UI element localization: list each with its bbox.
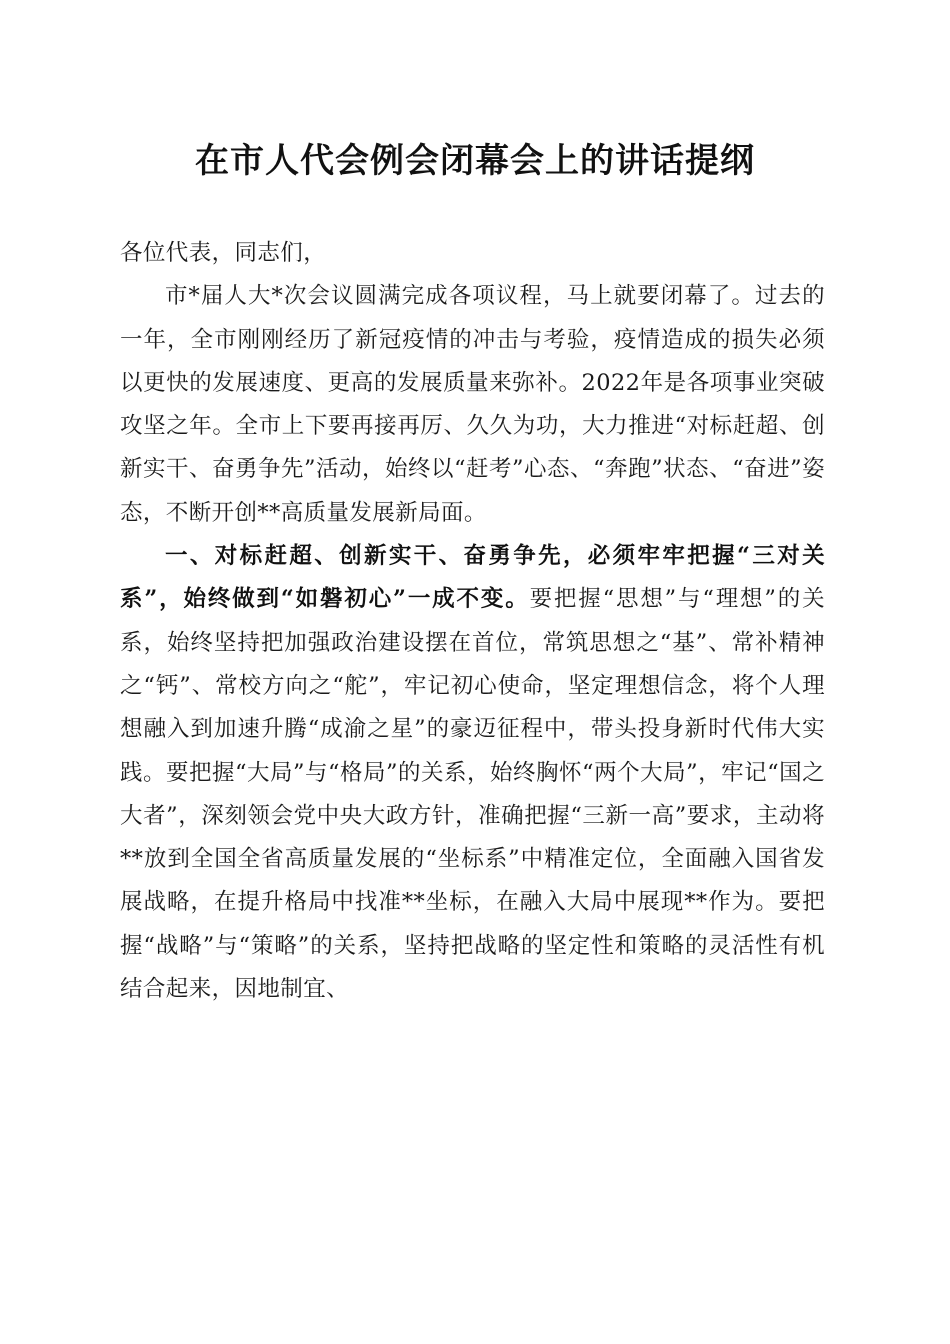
document-title: 在市人代会例会闭幕会上的讲话提纲 [195,141,755,181]
paragraph-section-1 [120,535,825,1011]
document-body [120,232,825,1011]
section-text: 要把握“思想”与“理想”的关系，始终坚持把加强政治建设摆在首位，常筑思想之“基”、常补精神之“钙”、常校方向之“舵”，牢记初心使命，坚定理想信念，将个人理想融入到加速升腾“成渝之星”的豪迈征程中，带头投身新时代伟大实践。要把握“大局”与“格局”的关系，始终胸怀“两个大局”，牢记“国之大者”，深刻领会党中央大政方针，准确把握“三新一高”要求，主动将**放到全国全省高质量发展的“坐标系”中精准定位，全面融入国省发展战略，在提升格局中找准**坐标，在融入大局中展现**作为。要把握“战略”与“策略”的关系，坚持把战略的坚定性和策略的灵活性有机结合起来，因地制宜、 [120,586,825,1003]
section-heading: 一、对标赶超、创新实干、奋勇争先，必须牢牢把握“三对关系”，始终做到“如磐初心”一成不变。 [120,543,825,613]
salutation: 各位代表，同志们， [120,240,327,266]
paragraph-intro: 市*届人大*次会议圆满完成各项议程，马上就要闭幕了。过去的一年，全市刚刚经历了新冠疫情的冲击与考验，疫情造成的损失必须以更快的发展速度、更高的发展质量来弥补。2022年是各项事业突破攻坚之年。全市上下要再接再厉、久久为功，大力推进“对标赶超、创新实干、奋勇争先”活动，始终以“赶考”心态、“奔跑”状态、“奋进”姿态，不断开创**高质量发展新局面。 [120,283,825,526]
